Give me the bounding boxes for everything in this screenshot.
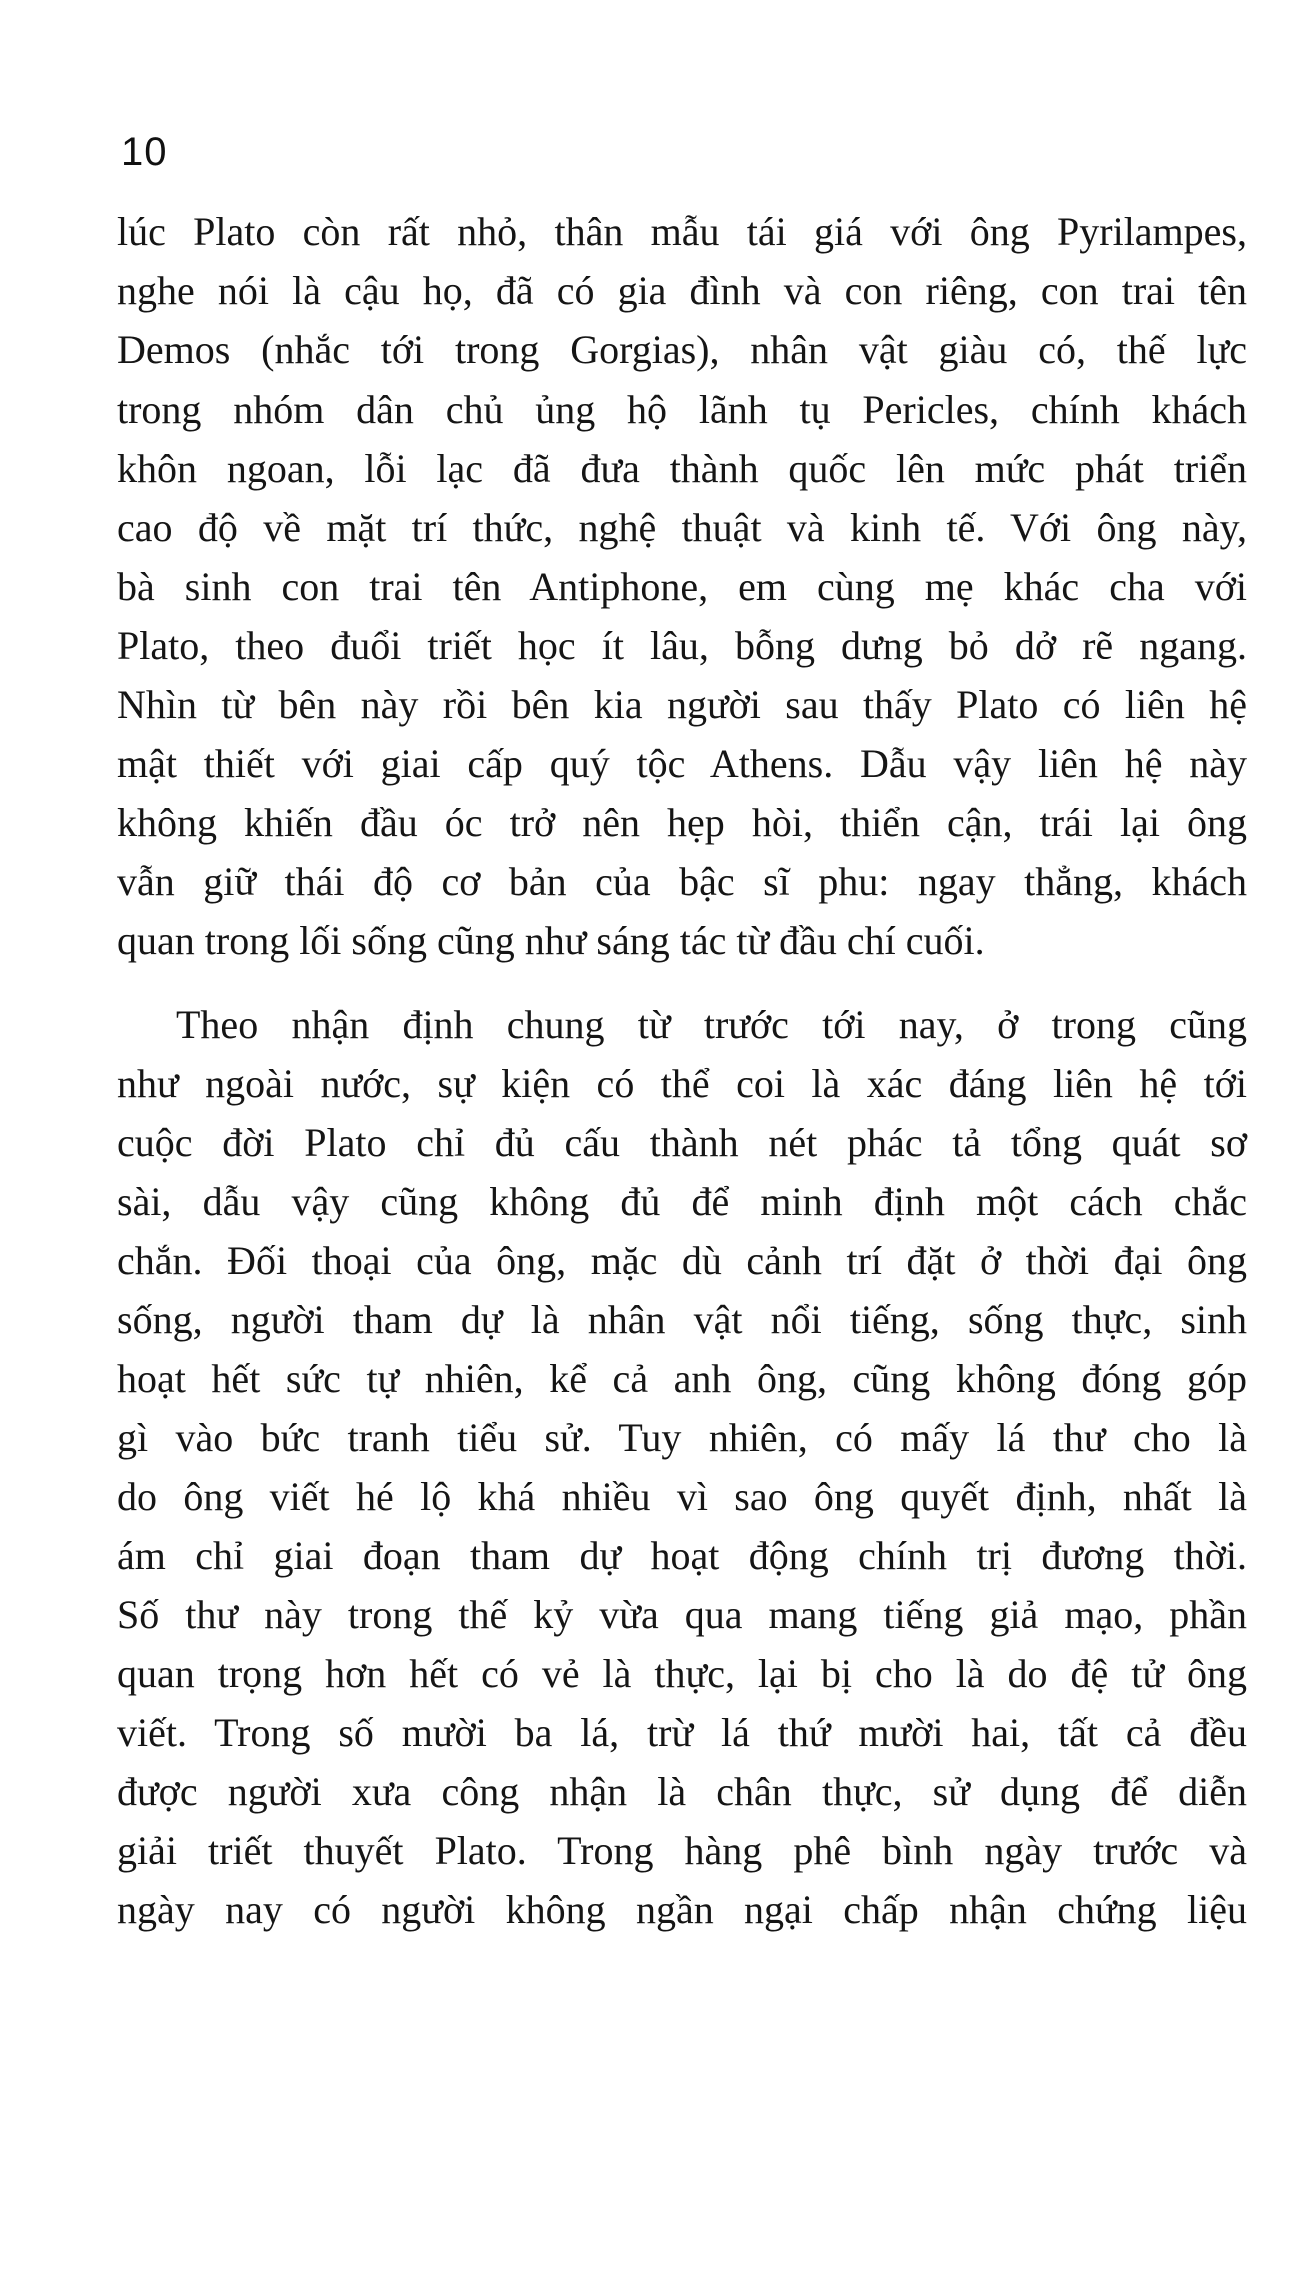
text-line: bà sinh con trai tên Antiphone, em cùng mẹ khác cha với — [117, 564, 1247, 609]
text-line: gì vào bức tranh tiểu sử. Tuy nhiên, có mấy lá thư cho là — [117, 1415, 1247, 1460]
text-line: Theo nhận định chung từ trước tới nay, ở trong cũng — [176, 1002, 1247, 1047]
text-line: trong nhóm dân chủ ủng hộ lãnh tụ Pericles, chính khách — [117, 387, 1247, 432]
text-line: sài, dẫu vậy cũng không đủ để minh định một cách chắc — [117, 1179, 1247, 1224]
text-line: Nhìn từ bên này rồi bên kia người sau thấy Plato có liên hệ — [117, 682, 1247, 727]
text-line: quan trọng hơn hết có vẻ là thực, lại bị cho là do đệ tử ông — [117, 1651, 1247, 1696]
text-line: như ngoài nước, sự kiện có thể coi là xác đáng liên hệ tới — [117, 1061, 1247, 1106]
text-line: quan trong lối sống cũng như sáng tác từ đầu chí cuối. — [117, 918, 985, 963]
text-line: mật thiết với giai cấp quý tộc Athens. Dẫu vậy liên hệ này — [117, 741, 1247, 786]
text-line: Demos (nhắc tới trong Gorgias), nhân vật giàu có, thế lực — [117, 327, 1247, 372]
text-line: chắn. Đối thoại của ông, mặc dù cảnh trí đặt ở thời đại ông — [117, 1238, 1247, 1283]
text-line: nghe nói là cậu họ, đã có gia đình và con riêng, con trai tên — [117, 268, 1247, 313]
text-line: viết. Trong số mười ba lá, trừ lá thứ mười hai, tất cả đều — [117, 1710, 1247, 1755]
text-line: sống, người tham dự là nhân vật nổi tiếng, sống thực, sinh — [117, 1297, 1247, 1342]
text-line: cuộc đời Plato chỉ đủ cấu thành nét phác tả tổng quát sơ — [117, 1120, 1247, 1165]
text-line: Plato, theo đuổi triết học ít lâu, bỗng dưng bỏ dở rẽ ngang. — [117, 623, 1247, 668]
text-line: không khiến đầu óc trở nên hẹp hòi, thiển cận, trái lại ông — [117, 800, 1247, 845]
text-line: ngày nay có người không ngần ngại chấp nhận chứng liệu — [117, 1887, 1247, 1932]
text-line: ám chỉ giai đoạn tham dự hoạt động chính trị đương thời. — [117, 1533, 1247, 1578]
text-line: Số thư này trong thế kỷ vừa qua mang tiếng giả mạo, phần — [117, 1592, 1247, 1637]
text-line: được người xưa công nhận là chân thực, sử dụng để diễn — [117, 1769, 1247, 1814]
text-line: vẫn giữ thái độ cơ bản của bậc sĩ phu: ngay thẳng, khách — [117, 859, 1247, 904]
text-line: giải triết thuyết Plato. Trong hàng phê bình ngày trước và — [117, 1828, 1247, 1873]
text-line: hoạt hết sức tự nhiên, kể cả anh ông, cũng không đóng góp — [117, 1356, 1247, 1401]
text-line: cao độ về mặt trí thức, nghệ thuật và kinh tế. Với ông này, — [117, 505, 1247, 550]
text-line: do ông viết hé lộ khá nhiều vì sao ông quyết định, nhất là — [117, 1474, 1247, 1519]
page-number: 10 — [121, 130, 168, 174]
text-line: lúc Plato còn rất nhỏ, thân mẫu tái giá với ông Pyrilampes, — [117, 209, 1247, 254]
text-line: khôn ngoan, lỗi lạc đã đưa thành quốc lên mức phát triển — [117, 446, 1247, 491]
